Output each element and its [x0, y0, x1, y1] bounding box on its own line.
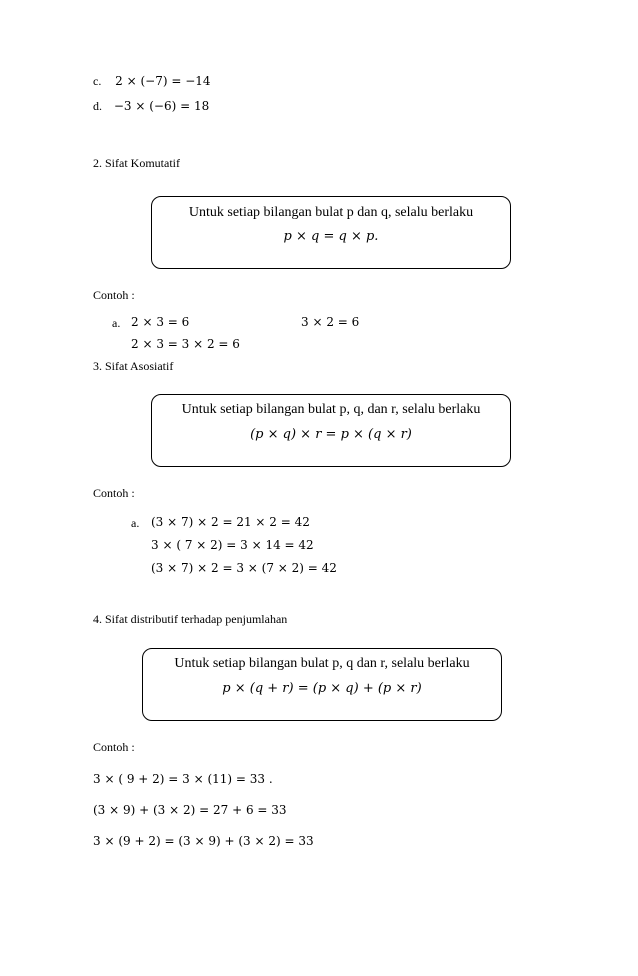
example-3-distributif: 3 × (9 + 2) = (3 × 9) + (3 × 2) = 33	[93, 834, 314, 848]
rule-text-asosiatif: Untuk setiap bilangan bulat p, q, dan r, selalu berlaku	[181, 402, 481, 417]
heading-komutatif: 2. Sifat Komutatif	[93, 156, 180, 170]
example-c	[93, 74, 211, 89]
example-a-label-asosiatif: a.	[131, 516, 140, 530]
example-a1-komutatif: 2 × 3 = 6	[131, 315, 190, 329]
example-a2-komutatif: 3 × 2 = 6	[301, 315, 360, 329]
heading-asosiatif: 3. Sifat Asosiatif	[93, 359, 174, 373]
contoh-komutatif: Contoh :	[93, 288, 135, 302]
example-c-expr: 2 × (−7) = −14	[115, 74, 211, 88]
example-3-asosiatif: (3 × 7) × 2 = 3 × (7 × 2) = 42	[151, 561, 337, 575]
example-1-distributif: 3 × ( 9 + 2) = 3 × (11) = 33 .	[93, 772, 273, 786]
rule-formula-asosiatif: (p × q) × r = p × (q × r)	[250, 427, 412, 442]
rule-formula-komutatif: p × q = q × p.	[283, 229, 379, 244]
contoh-distributif: Contoh :	[93, 740, 135, 754]
example-2-asosiatif: 3 × ( 7 × 2) = 3 × 14 = 42	[151, 538, 314, 552]
rule-box-asosiatif	[151, 394, 511, 467]
rule-text-distributif: Untuk setiap bilangan bulat p, q dan r, selalu berlaku	[174, 656, 470, 671]
rule-text-komutatif: Untuk setiap bilangan bulat p dan q, selalu berlaku	[188, 205, 474, 220]
rule-box-komutatif	[151, 196, 511, 269]
example-d-expr: −3 × (−6) = 18	[113, 99, 210, 113]
rule-box-distributif	[142, 648, 502, 721]
example-c-label: c.	[93, 74, 102, 88]
example-1-asosiatif: (3 × 7) × 2 = 21 × 2 = 42	[151, 515, 310, 529]
rule-formula-distributif: p × (q + r) = (p × q) + (p × r)	[222, 681, 422, 696]
example-2-distributif: (3 × 9) + (3 × 2) = 27 + 6 = 33	[93, 803, 287, 817]
contoh-asosiatif: Contoh :	[93, 486, 135, 500]
example-d-label: d.	[93, 99, 102, 113]
example-d	[93, 99, 209, 114]
example-a3-komutatif: 2 × 3 = 3 × 2 = 6	[131, 337, 240, 351]
heading-distributif: 4. Sifat distributif terhadap penjumlahan	[93, 612, 288, 626]
example-a-label-komutatif: a.	[112, 316, 121, 330]
